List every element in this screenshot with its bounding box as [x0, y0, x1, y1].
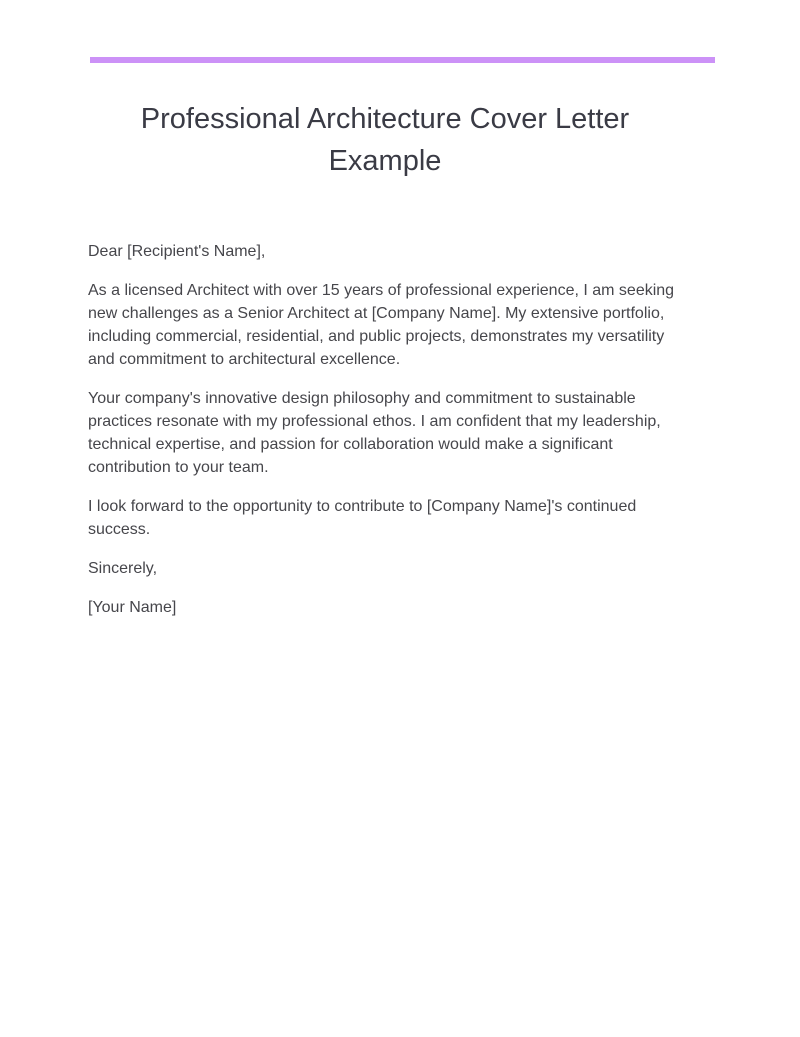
paragraph-1: As a licensed Architect with over 15 years of professional experience, I am seeking new challenges as a Senior Architect at [Company Name]. My extensive portfolio, including commercial, residential, and public projects, demonstrates my versatility and commitment to architectural excellence.	[88, 282, 675, 368]
paragraph-2: Your company's innovative design philosophy and commitment to sustainable practices resonate with my professional ethos. I am confident that my leadership, technical expertise, and passion for collaboration would make a significant contribution to your team.	[88, 390, 661, 476]
salutation: Dear [Recipient's Name],	[88, 243, 266, 260]
letter-body	[88, 240, 688, 635]
closing: Sincerely,	[88, 560, 158, 577]
paragraph-3: I look forward to the opportunity to contribute to [Company Name]'s continued success.	[88, 498, 637, 538]
signature: [Your Name]	[88, 599, 177, 616]
accent-bar	[90, 57, 715, 63]
page-title: Professional Architecture Cover Letter Example	[140, 103, 630, 177]
